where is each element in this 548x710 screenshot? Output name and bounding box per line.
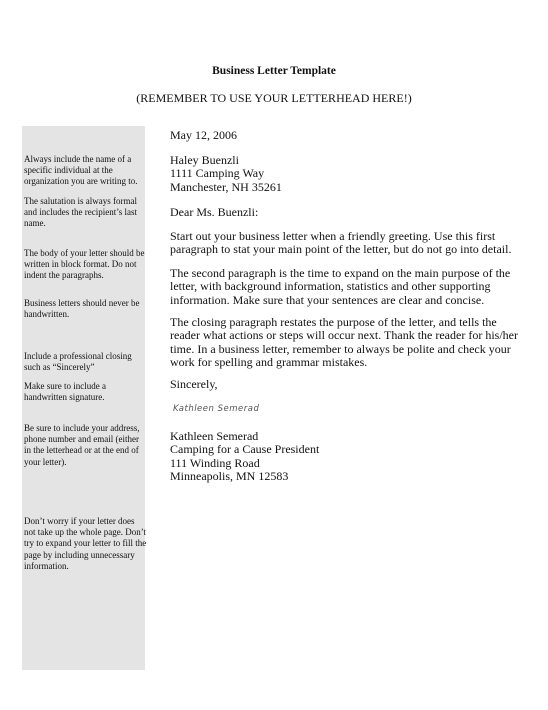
sidebar-note-signature: Make sure to include a handwritten signature. (24, 381, 106, 403)
sidebar-note-page-length: Don’t worry if your letter does not take up the whole page. Don’t try to expand your letter to fill the page by including unnecessary information. (24, 516, 147, 571)
recipient-address (170, 154, 526, 194)
closing: Sincerely, (170, 377, 218, 391)
sender-organization: Camping for a Cause President (170, 442, 320, 457)
sidebar-note-salutation: The salutation is always formal and includes the recipient’s last name. (24, 196, 137, 229)
recipient-city: Manchester, NH 35261 (170, 179, 282, 194)
letterhead-reminder: (REMEMBER TO USE YOUR LETTERHEAD HERE!) (136, 91, 412, 105)
body-paragraph-1: Start out your business letter when a friendly greeting. Use this first paragraph to stat your main point of the letter, but do not go into detail. (170, 229, 512, 257)
salutation: Dear Ms. Buenzli: (170, 205, 259, 219)
letter-date: May 12, 2006 (170, 128, 237, 142)
handwritten-signature: Kathleen Semerad (173, 404, 260, 414)
document-title: Business Letter Template (212, 65, 336, 77)
sidebar-note-address: Be sure to include your address, phone number and email (either in the letterhead or at the end of your letter). (24, 423, 140, 467)
sender-street: 111 Winding Road (170, 455, 260, 470)
sidebar-note-block-format: The body of your letter should be written in block format. Do not indent the paragraphs. (24, 248, 145, 281)
recipient-name: Haley Buenzli (170, 153, 239, 167)
sender-block (170, 430, 526, 484)
body-paragraph-2: The second paragraph is the time to expand on the main purpose of the letter, with background information, statistics and other supporting information. Make sure that your sentences are clear and concise. (170, 266, 511, 307)
recipient-street: 1111 Camping Way (170, 166, 265, 181)
body-paragraph-3: The closing paragraph restates the purpose of the letter, and tells the reader what actions or steps will occur next. Thank the reader for his/her time. In a business letter, remember to always be polite and check your work for spelling and grammar mistakes. (170, 315, 518, 370)
sidebar-note-closing: Include a professional closing such as “Sincerely” (24, 351, 132, 373)
sidebar-note-handwritten: Business letters should never be handwritten. (24, 298, 140, 320)
sender-city: Minneapolis, MN 12583 (170, 469, 289, 484)
sender-name: Kathleen Semerad (170, 429, 259, 443)
sidebar-note-recipient: Always include the name of a specific individual at the organization you are writing to. (24, 154, 138, 187)
